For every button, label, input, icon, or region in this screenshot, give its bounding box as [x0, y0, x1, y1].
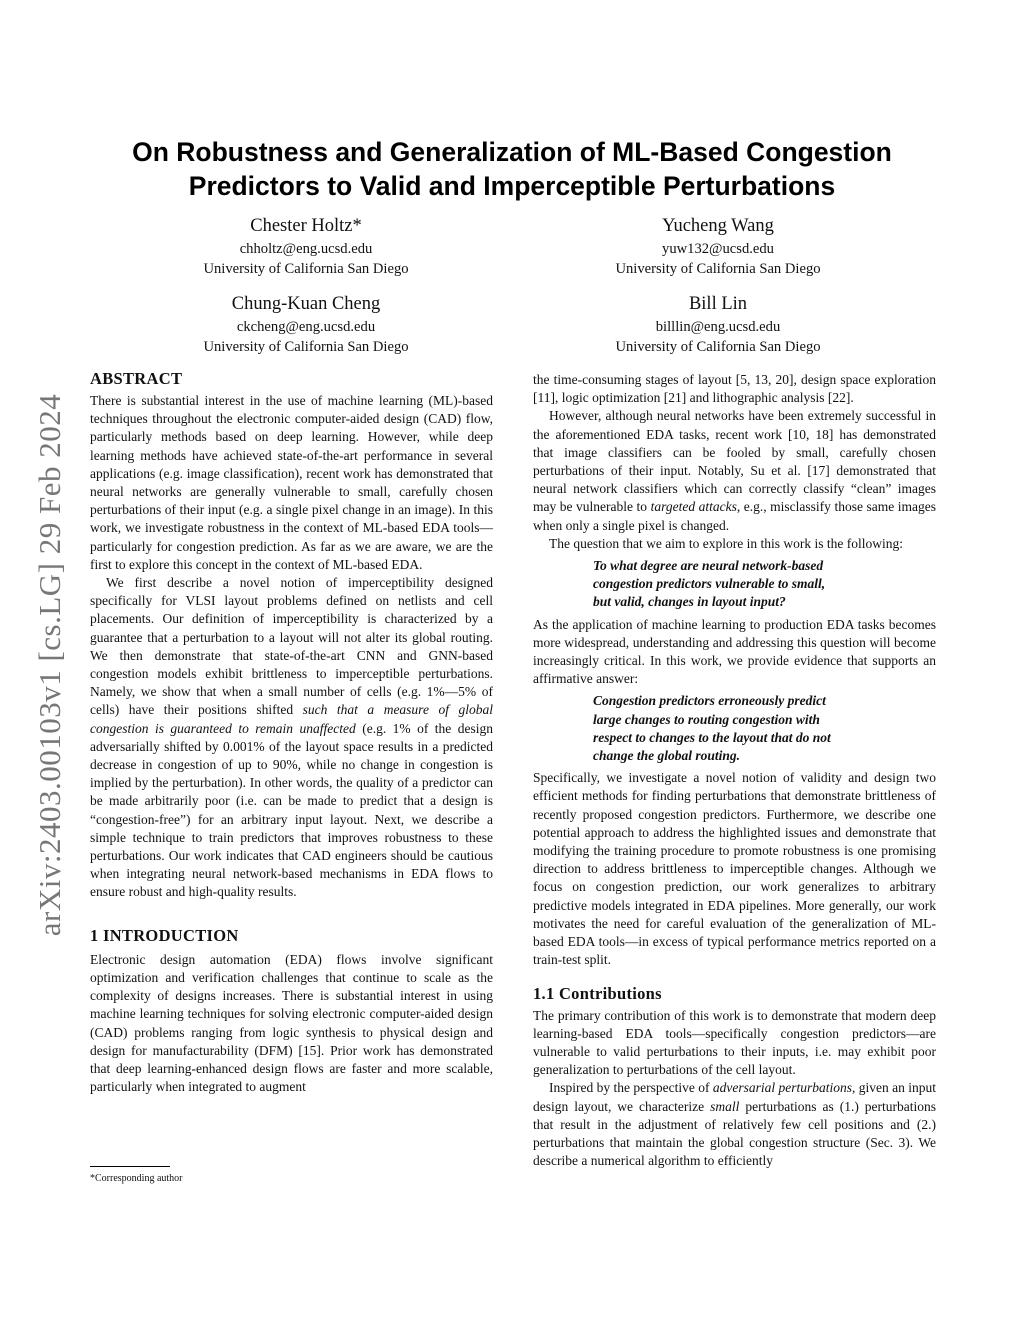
abstract-paragraph: There is substantial interest in the use of machine learning (ML)-based techniques throughout the electronic computer-aided design (CAD) flow, particularly methods based on deep learning. However, while deep learning methods have achieved state-of-the-art performance in several applications (e.g. image classification), recent work has demonstrated that neural networks are generally vulnerable to small, carefully chosen perturbations of their input (e.g. a single pixel change in an image). In this work, we investigate robustness in the context of ML-based EDA tools—particularly for congestion prediction. As far as we are aware, we are the first to explore this concept in the context of ML-based EDA.: [90, 393, 493, 572]
body-paragraph: However, although neural networks have been extremely successful in the aforementioned EDA tasks, recent work [10, 18] has demonstrated that image classifiers can be fooled by small, carefully chosen perturbations of their input. Notably, Su et al. [17] demonstrated that neural network classifiers which can correctly classify “clean” images may be vulnerable to targeted attacks, e.g., misclassify those same images when only a single pixel is changed.: [533, 408, 936, 533]
claim-statement: Congestion predictors erroneously predict large changes to routing congestion with respect to changes to the layout that do not change the global routing.: [593, 693, 831, 764]
author-block: [568, 214, 868, 279]
contributions-heading: 1.1 Contributions: [533, 983, 662, 1003]
body-paragraph: Inspired by the perspective of adversarial perturbations, given an input design layout, we characterize small perturbations as (1.) perturbations that result in the adjustment of relatively few cell positions and (2.) perturbations that maintain the global congestion structure (Sec. 3). We describe a numerical algorithm to efficiently: [533, 1080, 937, 1169]
paper-title: [90, 135, 934, 203]
research-question: To what degree are neural network-based congestion predictors vulnerable to small, but valid, changes in layout input?: [593, 558, 826, 610]
arxiv-sidebar-stamp: [30, 355, 70, 975]
emphasis: such that a measure of global congestion is guaranteed to remain unaffected: [90, 702, 493, 736]
footnote: *Corresponding author: [90, 1173, 183, 1184]
emphasis: small: [710, 1098, 740, 1114]
author-email: chholtz@eng.ucsd.edu: [239, 241, 373, 257]
author-email: yuw132@ucsd.edu: [662, 241, 774, 257]
arxiv-id: arXiv:2403.00103v1 [cs.LG] 29 Feb 2024: [32, 393, 67, 937]
right-column: [533, 371, 936, 1170]
author-email: ckcheng@eng.ucsd.edu: [236, 319, 376, 335]
author-block: [568, 292, 868, 357]
intro-heading: 1 INTRODUCTION: [90, 925, 239, 945]
author-block: [156, 214, 456, 279]
author-email: billlin@eng.ucsd.edu: [655, 319, 781, 335]
title-line-2: Predictors to Valid and Imperceptible Perturbations: [188, 171, 836, 201]
emphasis: targeted attacks: [650, 499, 737, 515]
emphasis: adversarial perturbations: [712, 1080, 852, 1096]
author-affiliation: University of California San Diego: [615, 261, 821, 277]
author-name: Chester Holtz*: [250, 216, 362, 236]
abstract-heading: ABSTRACT: [90, 369, 183, 388]
author-block: [156, 292, 456, 357]
body-paragraph: Specifically, we investigate a novel notion of validity and design two efficient methods for finding perturbations that demonstrate brittleness of recently proposed congestion predictors. Furthermore, we describe one potential approach to address the highlighted issues and demonstrate that modifying the training procedure to promote robustness is one promising direction to address brittleness to imperceptible changes. Although we focus on congestion prediction, our work generalizes to arbitrary predictive models integrated in EDA pipelines. More generally, our work motivates the need for careful evaluation of the generalization of ML-based EDA tools—in excess of typical performance metrics reported on a train-test split.: [533, 770, 936, 968]
abstract-paragraph: We first describe a novel notion of imperceptibility designed specifically for VLSI layout problems defined on netlists and cell placements. Our definition of imperceptibility is characterized by a guarantee that a perturbation to a layout will not alter its global routing. We then demonstrate that state-of-the-art CNN and GNN-based congestion models exhibit brittleness to imperceptible perturbations. Namely, we show that when a small number of cells (e.g. 1%—5% of cells) have their positions shifted such that a measure of global congestion is guaranteed to remain unaffected (e.g. 1% of the design adversarially shifted by 0.001% of the layout space results in a predicted decrease in congestion of up to 90%, while no change in congestion is implied by the perturbation). In other words, the quality of a predictor can be made arbitrarily poor (i.e. can be made to predict that a design is “congestion-free”) for an arbitrary input layout. Next, we describe a simple technique to train predictors that improves robustness to these perturbations. Our work indicates that CAD engineers should be cautious when integrating neural network-based mechanisms in EDA flows to ensure robust and high-quality results.: [90, 575, 493, 900]
body-paragraph: The primary contribution of this work is to demonstrate that modern deep learning-based EDA tools—specifically congestion predictors—are vulnerable to valid perturbations to their inputs, i.e. may exhibit poor generalization to perturbations of the cell layout.: [533, 1007, 936, 1078]
author-name: Yucheng Wang: [662, 216, 774, 236]
left-column: [90, 369, 493, 1096]
author-affiliation: University of California San Diego: [203, 339, 409, 355]
body-paragraph: the time-consuming stages of layout [5, 13, 20], design space exploration [11], logic optimization [21] and lithographic analysis [22].: [533, 372, 936, 406]
author-affiliation: University of California San Diego: [615, 339, 821, 355]
intro-paragraph: Electronic design automation (EDA) flows involve significant optimization and verification challenges that continue to scale as the complexity of designs increases. There is substantial interest in using machine learning techniques for solving electronic computer-aided design (CAD) problems ranging from logic synthesis to physical design and design for manufacturability (DFM) [15]. Prior work has demonstrated that deep learning-enhanced design flows are faster and more scalable, particularly when integrated to augment: [90, 951, 493, 1095]
body-paragraph: The question that we aim to explore in this work is the following:: [549, 535, 903, 551]
title-line-1: On Robustness and Generalization of ML-Based Congestion: [132, 137, 892, 167]
footnote-rule: [90, 1166, 170, 1167]
author-affiliation: University of California San Diego: [203, 261, 409, 277]
author-name: Bill Lin: [688, 294, 748, 314]
author-name: Chung-Kuan Cheng: [231, 294, 381, 314]
body-paragraph: As the application of machine learning to production EDA tasks becomes more widespread, understanding and addressing this question will become increasingly critical. In this work, we provide evidence that supports an affirmative answer:: [533, 616, 936, 687]
